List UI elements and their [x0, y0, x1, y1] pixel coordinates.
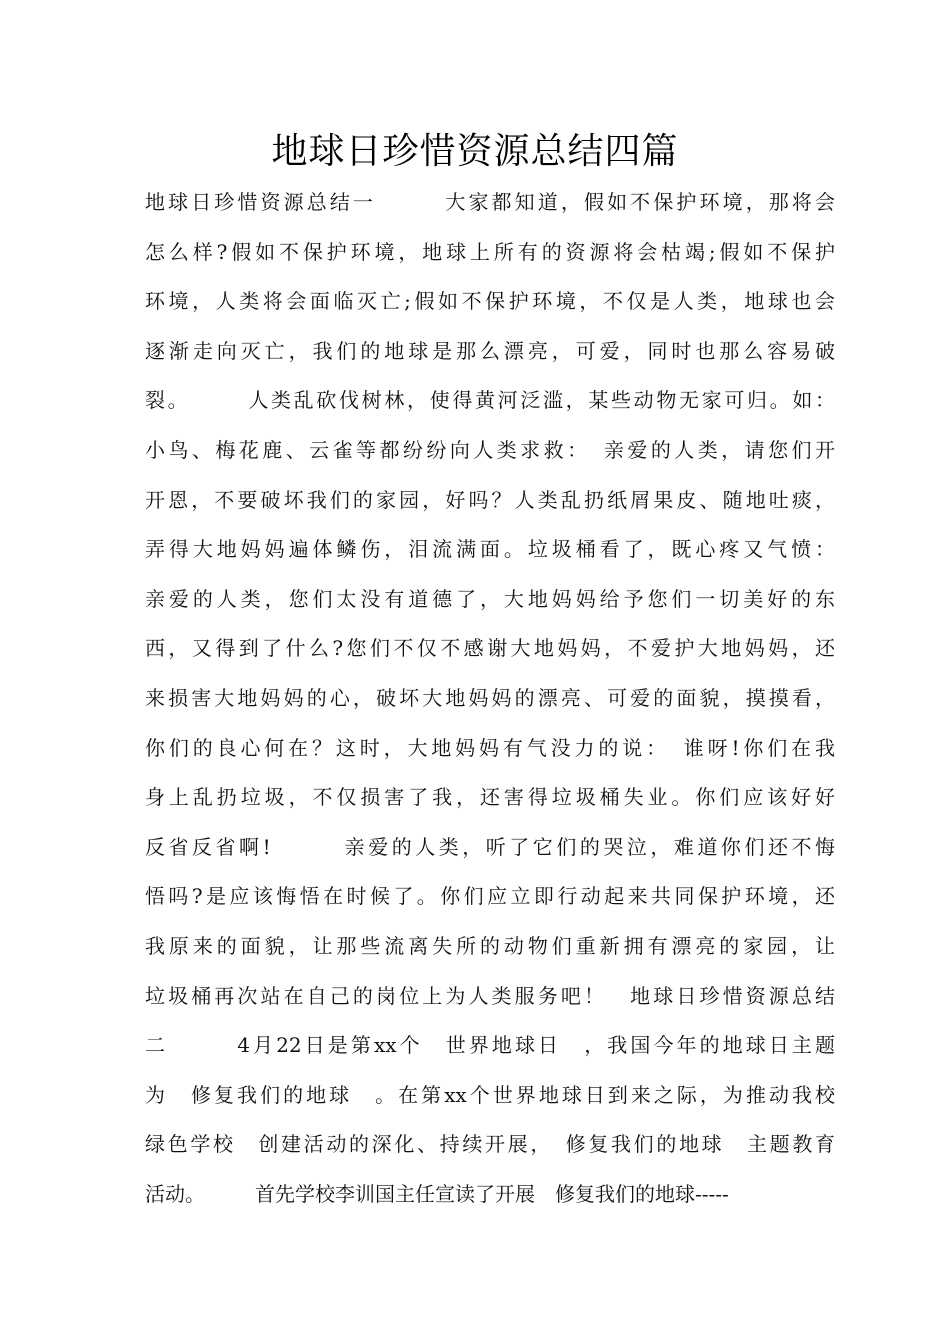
body-line: 怎么样?假如不保护环境，地球上所有的资源将会枯竭;假如不保护 — [145, 239, 835, 264]
body-line: 二 4月22日是第xx个 世界地球日 ，我国今年的地球日主题 — [145, 1033, 835, 1058]
body-line: 裂。 人类乱砍伐树林，使得黄河泛滥，某些动物无家可归。如： — [145, 388, 835, 413]
body-line: 弄得大地妈妈遍体鳞伤，泪流满面。垃圾桶看了，既心疼又气愤： — [145, 537, 835, 562]
body-line: 环境，人类将会面临灭亡;假如不保护环境，不仅是人类，地球也会 — [145, 289, 835, 314]
body-line: 垃圾桶再次站在自己的岗位上为人类服务吧！ 地球日珍惜资源总结 — [145, 983, 835, 1008]
body-line: 为 修复我们的地球 。在第xx个世界地球日到来之际，为推动我校 — [145, 1082, 835, 1107]
body-line: 开恩，不要破坏我们的家园，好吗？人类乱扔纸屑果皮、随地吐痰， — [145, 487, 835, 512]
body-line: 活动。 首先学校李训国主任宣读了开展 修复我们的地球----- — [145, 1181, 729, 1206]
body-line: 我原来的面貌，让那些流离失所的动物们重新拥有漂亮的家园，让 — [145, 933, 835, 958]
body-line: 来损害大地妈妈的心，破坏大地妈妈的漂亮、可爱的面貌，摸摸看， — [145, 685, 835, 710]
document-title: 地球日珍惜资源总结四篇 — [271, 131, 679, 172]
body-line: 亲爱的人类，您们太没有道德了，大地妈妈给予您们一切美好的东 — [145, 586, 835, 611]
body-line: 小鸟、梅花鹿、云雀等都纷纷向人类求救： 亲爱的人类，请您们开 — [145, 437, 835, 462]
body-line: 你们的良心何在？这时，大地妈妈有气没力的说： 谁呀!你们在我 — [145, 735, 835, 760]
body-line: 悟吗?是应该悔悟在时候了。你们应立即行动起来共同保护环境，还 — [145, 884, 835, 909]
body-line: 绿色学校 创建活动的深化、持续开展， 修复我们的地球 主题教育 — [145, 1132, 835, 1157]
body-line: 反省反省啊! 亲爱的人类，听了它们的哭泣，难道你们还不悔 — [145, 834, 835, 859]
body-line: 身上乱扔垃圾，不仅损害了我，还害得垃圾桶失业。你们应该好好 — [145, 785, 835, 810]
body-line: 西，又得到了什么?您们不仅不感谢大地妈妈，不爱护大地妈妈，还 — [145, 636, 835, 661]
body-line: 地球日珍惜资源总结一 大家都知道，假如不保护环境，那将会 — [145, 190, 835, 214]
body-line: 逐渐走向灭亡，我们的地球是那么漂亮，可爱，同时也那么容易破 — [145, 338, 835, 363]
document-body — [145, 178, 835, 1219]
